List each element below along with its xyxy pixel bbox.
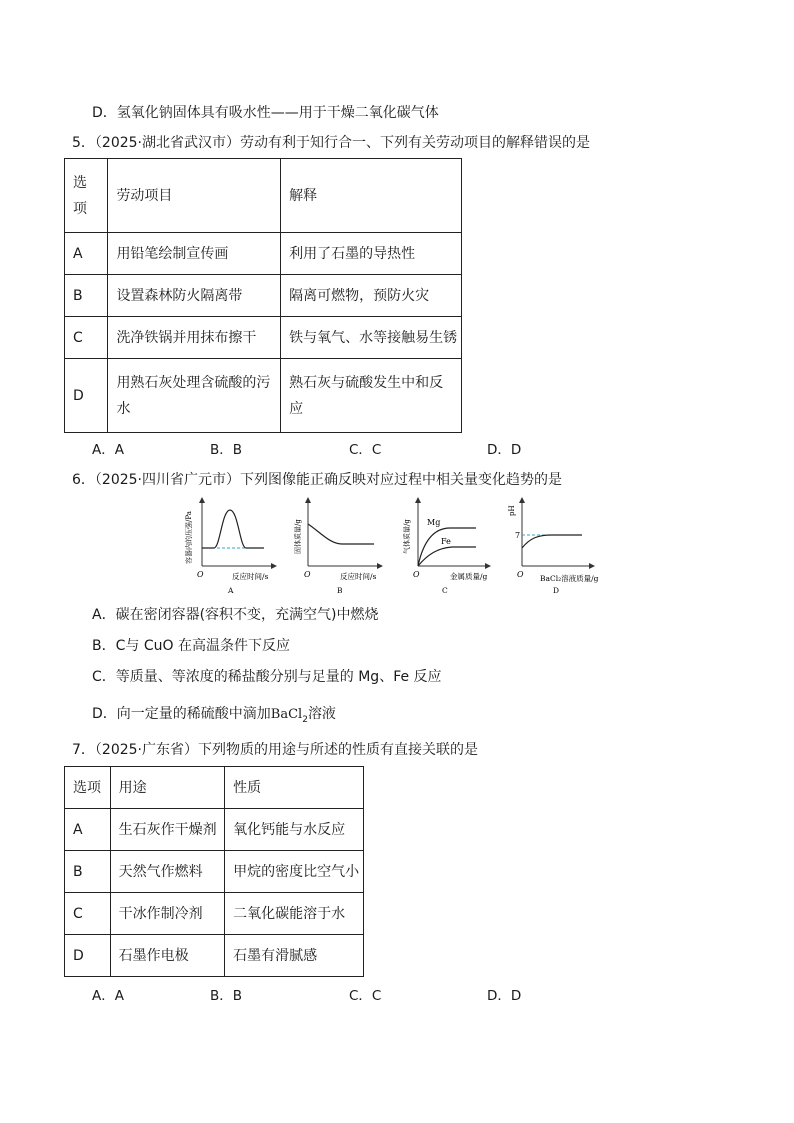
graph-b-origin: O — [304, 570, 311, 579]
q5-choice-a: A．A — [92, 442, 124, 458]
graph-b-curve — [308, 524, 374, 544]
table-row — [65, 275, 462, 317]
q7-choice-c: C．C — [349, 988, 382, 1004]
q7-row-a-option: A — [65, 809, 111, 851]
table-row — [65, 851, 364, 893]
q7-header-property: 性质 — [225, 767, 364, 809]
graph-a-xlabel: 反应时间/s — [232, 572, 269, 581]
q5-row-b-option: B — [65, 275, 108, 317]
q7-table-header — [65, 767, 364, 809]
q5-row-b-item: 设置森林防火隔离带 — [108, 275, 281, 317]
graph-c-curve-fe — [418, 547, 476, 566]
graph-d-tag: D — [553, 586, 560, 595]
table-row — [65, 935, 364, 977]
q5-table-header — [65, 159, 462, 233]
q5-table — [64, 158, 462, 433]
q5-stem: 5．（2025·湖北省武汉市）劳动有利于知行合一、下列有关劳动项目的解释错误的是 — [72, 135, 590, 151]
q7-row-b-option: B — [65, 851, 111, 893]
table-row — [65, 233, 462, 275]
graph-b-ylabel: 固体质量/g — [294, 519, 302, 554]
q5-row-c-explain: 铁与氧气、水等接触易生锈 — [281, 317, 462, 359]
graph-c-tag: C — [442, 586, 448, 595]
q7-row-a-property: 氧化钙能与水反应 — [225, 809, 364, 851]
q6-graphs — [180, 494, 610, 598]
graph-d-origin: O — [517, 570, 524, 579]
graph-d-xlabel: BaCl₂溶液质量/g — [540, 574, 599, 583]
q5-row-d-explain: 熟石灰与硫酸发生中和反 应 — [281, 359, 462, 433]
q4-option-d: D．氢氧化钠固体具有吸水性——用于干燥二氧化碳气体 — [92, 105, 439, 121]
q6-stem: 6．（2025·四川省广元市）下列图像能正确反映对应过程中相关量变化趋势的是 — [72, 472, 562, 488]
q7-choice-d: D．D — [487, 988, 522, 1004]
q7-row-b-property: 甲烷的密度比空气小 — [225, 851, 364, 893]
q7-row-c-property: 二氧化碳能溶于水 — [225, 893, 364, 935]
q5-row-c-option: C — [65, 317, 108, 359]
q5-row-a-option: A — [65, 233, 108, 275]
graph-a-tag: A — [228, 586, 234, 595]
q6-option-a: A．碳在密闭容器(容积不变，充满空气)中燃烧 — [92, 607, 379, 623]
graph-b-xlabel: 反应时间/s — [340, 572, 377, 581]
q6-option-b: B．C与 CuO 在高温条件下反应 — [92, 638, 290, 654]
q7-header-option: 选项 — [65, 767, 111, 809]
graph-a-origin: O — [197, 570, 204, 579]
graph-d-tick-7: 7 — [515, 531, 521, 540]
graph-d — [508, 500, 599, 595]
q7-row-d-use: 石墨作电极 — [110, 935, 225, 977]
q7-header-use: 用途 — [110, 767, 225, 809]
q5-header-option: 选 项 — [65, 159, 108, 233]
graph-c-origin: O — [413, 570, 420, 579]
q5-choice-c: C．C — [349, 442, 382, 458]
q7-row-c-option: C — [65, 893, 111, 935]
graph-b-tag: B — [337, 586, 343, 595]
q5-row-d-item: 用熟石灰处理含硫酸的污 水 — [108, 359, 281, 433]
q7-row-b-use: 天然气作燃料 — [110, 851, 225, 893]
graph-a — [184, 500, 274, 595]
q5-row-b-explain: 隔离可燃物，预防火灾 — [281, 275, 462, 317]
q7-row-d-option: D — [65, 935, 111, 977]
table-row — [65, 809, 364, 851]
q5-header-explain: 解释 — [281, 159, 462, 233]
q5-choice-d: D．D — [487, 442, 522, 458]
graph-a-curve — [202, 510, 264, 548]
table-row — [65, 317, 462, 359]
graph-c — [402, 500, 488, 595]
graph-b — [293, 500, 380, 595]
q7-row-a-use: 生石灰作干燥剂 — [110, 809, 225, 851]
q7-choice-b: B．B — [210, 988, 243, 1004]
q5-row-d-option: D — [65, 359, 108, 433]
table-row — [65, 359, 462, 433]
q7-choice-a: A．A — [92, 988, 124, 1004]
q5-row-a-item: 用铅笔绘制宣传画 — [108, 233, 281, 275]
q5-header-item: 劳动项目 — [108, 159, 281, 233]
q7-row-c-use: 干冰作制冷剂 — [110, 893, 225, 935]
graph-c-ylabel: 气体质量/g — [403, 519, 411, 554]
q7-table — [64, 766, 364, 977]
q5-row-a-explain: 利用了石墨的导热性 — [281, 233, 462, 275]
graph-c-fe-label: Fe — [441, 537, 451, 546]
graph-d-curve — [522, 535, 582, 548]
graph-c-mg-label: Mg — [427, 518, 441, 527]
graph-d-ylabel: pH — [508, 505, 516, 516]
table-row — [65, 893, 364, 935]
graph-c-xlabel: 金属质量/g — [450, 572, 488, 581]
q7-stem: 7．（2025·广东省）下列物质的用途与所述的性质有直接关联的是 — [72, 742, 478, 758]
q6-option-d: D．向一定量的稀硫酸中滴加BaCl$_2$溶液 — [92, 706, 336, 725]
q5-row-c-item: 洗净铁锅并用抹布擦干 — [108, 317, 281, 359]
q6-option-c: C．等质量、等浓度的稀盐酸分别与足量的 Mg、Fe 反应 — [92, 669, 442, 685]
q5-choice-b: B．B — [210, 442, 243, 458]
q7-row-d-property: 石墨有滑腻感 — [225, 935, 364, 977]
graph-a-ylabel: 容器内的压强/Pa — [185, 511, 193, 564]
